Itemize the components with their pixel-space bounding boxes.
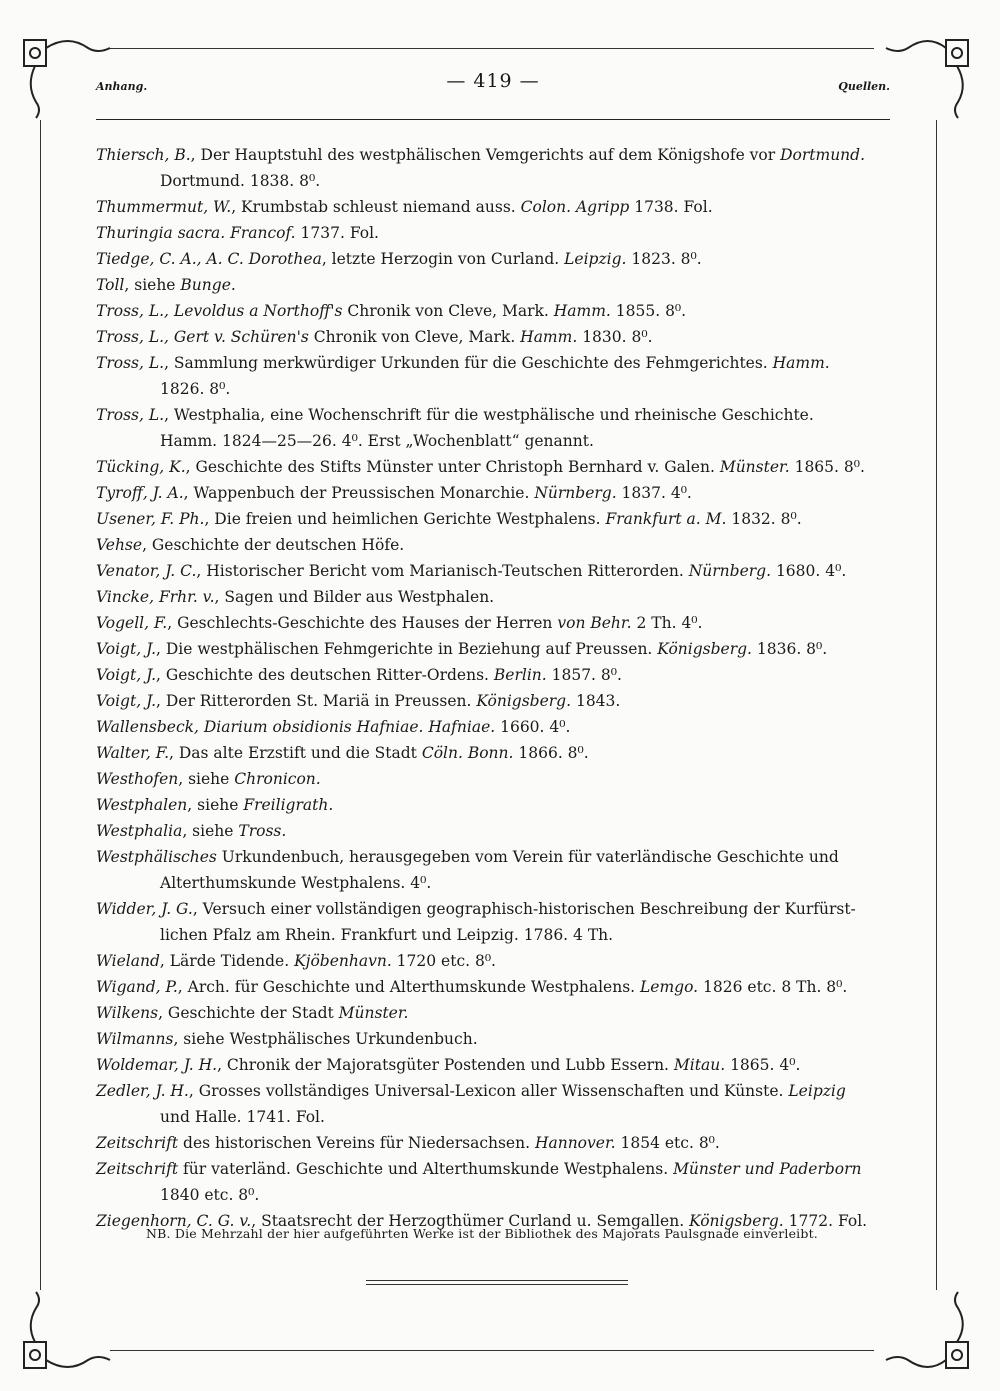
entry-continuation: Hamm. 1824—25—26. 4⁰. Erst „Wochenblatt“ genannt.: [160, 432, 594, 450]
bibliography-entry: [96, 766, 890, 792]
bibliography-entry: [96, 1052, 890, 1078]
entry-place: Nürnberg.: [534, 484, 617, 502]
entry-imprint: 1660. 4⁰.: [495, 718, 571, 736]
entry-place: Nürnberg.: [688, 562, 772, 580]
bibliography-entry: [96, 714, 890, 740]
entry-imprint: 1865. 8⁰.: [789, 458, 865, 476]
entry-title: , Grosses vollständiges Universal-Lexicon aller Wissenschaften und Künste.: [188, 1082, 789, 1100]
entry-title: für vaterländ. Geschichte und Alterthumskunde Westphalens.: [178, 1160, 674, 1178]
entry-author: Westhofen: [96, 770, 179, 788]
entry-title: , Geschichte der Stadt: [158, 1004, 339, 1022]
entry-imprint: 2 Th. 4⁰.: [631, 614, 703, 632]
entry-continuation: Dortmund. 1838. 8⁰.: [160, 172, 321, 190]
page-header: [96, 70, 890, 100]
entry-place: Cöln. Bonn.: [421, 744, 514, 762]
entry-title: Urkundenbuch, herausgegeben vom Verein für vaterländische Geschichte und: [216, 848, 839, 866]
bibliography-entry: [96, 532, 890, 558]
entry-place: Tross.: [238, 822, 287, 840]
bibliography-entry: [96, 662, 890, 688]
entry-place: Berlin.: [493, 666, 547, 684]
bibliography-entry: [96, 1026, 890, 1052]
entry-imprint: 1857. 8⁰.: [546, 666, 622, 684]
entry-author: Thummermut, W.: [96, 198, 232, 216]
entry-continuation: und Halle. 1741. Fol.: [160, 1108, 325, 1126]
entry-title: , Geschichte der deutschen Höfe.: [142, 536, 405, 554]
entry-place: Leipzig: [788, 1082, 846, 1100]
entry-place: Lemgo.: [640, 978, 699, 996]
bibliography-entry: [96, 688, 890, 714]
entry-place: Francof.: [230, 224, 296, 242]
entry-continuation: 1826. 8⁰.: [160, 380, 231, 398]
entry-author: Walter, F.: [96, 744, 170, 762]
entry-title: , siehe: [178, 770, 235, 788]
entry-title: , Die freien und heimlichen Gerichte Westphalens.: [204, 510, 606, 528]
entry-author: Wieland: [96, 952, 160, 970]
entry-imprint: 1823. 8⁰.: [626, 250, 702, 268]
entry-title: , siehe: [182, 822, 239, 840]
entry-author: Ziegenhorn, C. G. v.: [96, 1212, 252, 1230]
bibliography-entry: [96, 792, 890, 818]
entry-author: Voigt, J.: [96, 640, 157, 658]
bibliography-entry: [96, 974, 890, 1000]
entry-place: Hamm.: [553, 302, 611, 320]
bibliography-entry: [96, 272, 890, 298]
entry-author: Tross, L., Gert v. Schüren's: [96, 328, 309, 346]
entry-author: Voigt, J.: [96, 692, 157, 710]
frame-left-line: [40, 120, 41, 1290]
entry-author: Usener, F. Ph.: [96, 510, 205, 528]
entry-title: Chronik von Cleve, Mark.: [342, 302, 554, 320]
entry-place: Münster.: [338, 1004, 409, 1022]
entry-place: Frankfurt a. M.: [605, 510, 727, 528]
entry-title: , Krumbstab schleust niemand auss.: [231, 198, 521, 216]
entry-title: , Sagen und Bilder aus Westphalen.: [214, 588, 495, 606]
entry-imprint: 1826 etc. 8 Th. 8⁰.: [698, 978, 848, 996]
entry-title: , Geschichte des deutschen Ritter-Ordens.: [156, 666, 494, 684]
entry-place: Kjöbenhavn.: [294, 952, 392, 970]
entry-title: , Historischer Bericht vom Marianisch-Teutschen Ritterorden.: [196, 562, 689, 580]
entry-imprint: 1843.: [571, 692, 621, 710]
entry-continuation: 1840 etc. 8⁰.: [160, 1186, 260, 1204]
entry-author: Wilmanns: [96, 1030, 174, 1048]
entry-place: von Behr.: [557, 614, 632, 632]
bibliography-entry: [96, 818, 890, 844]
entry-title: , Das alte Erzstift und die Stadt: [169, 744, 422, 762]
header-right-label: Quellen.: [838, 80, 890, 93]
entry-title: , Versuch einer vollständigen geographisch-historischen Beschreibung der Kurfürst-: [192, 900, 856, 918]
entry-imprint: 1836. 8⁰.: [751, 640, 828, 658]
entry-author: Venator, J. C.: [96, 562, 197, 580]
bibliography-list: [96, 142, 890, 1234]
entry-author: Zeitschrift: [96, 1160, 179, 1178]
bibliography-entry: [96, 948, 890, 974]
bibliography-entry: [96, 480, 890, 506]
entry-author: Vehse: [96, 536, 143, 554]
entry-title: , siehe: [124, 276, 181, 294]
entry-author: Tross, L.: [96, 406, 165, 424]
entry-title: , siehe Westphälisches Urkundenbuch.: [173, 1030, 478, 1048]
entry-place: Hamm.: [772, 354, 830, 372]
entry-imprint: 1830. 8⁰.: [577, 328, 653, 346]
entry-title: , letzte Herzogin von Curland.: [321, 250, 565, 268]
entry-author: Voigt, J.: [96, 666, 157, 684]
bibliography-entry: [96, 1130, 890, 1156]
entry-continuation: lichen Pfalz am Rhein. Frankfurt und Leipzig. 1786. 4 Th.: [160, 926, 614, 944]
entry-author: Thuringia sacra.: [96, 224, 226, 242]
entry-title: , Chronik der Majoratsgüter Postenden und Lubb Essern.: [217, 1056, 674, 1074]
entry-author: Tiedge, C. A., A. C. Dorothea: [96, 250, 322, 268]
entry-author: Toll: [96, 276, 125, 294]
bottom-rule-2: [366, 1284, 628, 1285]
entry-place: Münster.: [719, 458, 790, 476]
entry-author: Wallensbeck, Diarium obsidionis Hafniae.: [96, 718, 424, 736]
bibliography-entry: [96, 1000, 890, 1026]
bibliography-entry: [96, 298, 890, 324]
frame-top-line: [110, 48, 874, 49]
bibliography-entry: [96, 1078, 890, 1130]
bibliography-entry: [96, 558, 890, 584]
corner-ornament-bottom-left: [18, 1290, 118, 1380]
bibliography-entry: [96, 636, 890, 662]
entry-title: , Die westphälischen Fehmgerichte in Beziehung auf Preussen.: [156, 640, 658, 658]
header-rule: [96, 119, 890, 120]
entry-place: Colon. Agripp: [520, 198, 630, 216]
bibliography-entry: [96, 324, 890, 350]
bibliography-entry: [96, 844, 890, 896]
entry-title: , Der Hauptstuhl des westphälischen Vemgerichts auf dem Königshofe vor: [190, 146, 781, 164]
bibliography-entry: [96, 610, 890, 636]
bibliography-entry: [96, 246, 890, 272]
entry-title: , Westphalia, eine Wochenschrift für die westphälische und rheinische Geschichte.: [164, 406, 814, 424]
entry-place: Hafniae.: [428, 718, 496, 736]
entry-author: Widder, J. G.: [96, 900, 193, 918]
entry-author: Wilkens: [96, 1004, 159, 1022]
entry-imprint: 1772. Fol.: [783, 1212, 868, 1230]
header-left-label: Anhang.: [96, 80, 148, 93]
entry-author: Westphälisches: [96, 848, 217, 866]
bibliography-entry: [96, 896, 890, 948]
entry-title: Chronik von Cleve, Mark.: [308, 328, 521, 346]
bibliography-entry: [96, 142, 890, 194]
entry-author: Vogell, F.: [96, 614, 168, 632]
bibliography-entry: [96, 506, 890, 532]
entry-place: Hamm.: [520, 328, 578, 346]
entry-author: Woldemar, J. H.: [96, 1056, 218, 1074]
entry-imprint: 1854 etc. 8⁰.: [615, 1134, 720, 1152]
entry-author: Wigand, P.: [96, 978, 178, 996]
entry-imprint: 1866. 8⁰.: [513, 744, 589, 762]
entry-author: Vincke, Frhr. v.: [96, 588, 215, 606]
entry-imprint: 1680. 4⁰.: [771, 562, 847, 580]
footnote-nb: NB. Die Mehrzahl der hier aufgeführten Werke ist der Bibliothek des Majorats Paulsgnade einverleibt.: [146, 1226, 818, 1241]
bibliography-entry: [96, 740, 890, 766]
entry-place: Münster und Paderborn: [673, 1160, 862, 1178]
entry-imprint: 1832. 8⁰.: [726, 510, 802, 528]
frame-bottom-line: [110, 1350, 874, 1351]
entry-author: Tross, L., Levoldus a Northoff's: [96, 302, 343, 320]
entry-author: Tross, L.: [96, 354, 165, 372]
entry-author: Westphalia: [96, 822, 183, 840]
bibliography-entry: [96, 1156, 890, 1208]
entry-imprint: 1865. 4⁰.: [725, 1056, 801, 1074]
entry-imprint: 1738. Fol.: [629, 198, 713, 216]
bibliography-entry: [96, 220, 890, 246]
entry-title: , siehe: [187, 796, 244, 814]
entry-author: Tyroff, J. A.: [96, 484, 184, 502]
bibliography-entry: [96, 350, 890, 402]
entry-author: Westphalen: [96, 796, 188, 814]
corner-ornament-bottom-right: [880, 1290, 980, 1380]
entry-title: , Der Ritterorden St. Mariä in Preussen.: [156, 692, 477, 710]
entry-place: Hannover.: [534, 1134, 616, 1152]
bibliography-entry: [96, 194, 890, 220]
entry-imprint: 1855. 8⁰.: [610, 302, 687, 320]
entry-place: Chronicon.: [234, 770, 321, 788]
entry-imprint: 1837. 4⁰.: [616, 484, 692, 502]
entry-title: , Arch. für Geschichte und Alterthumskunde Westphalens.: [177, 978, 641, 996]
corner-ornament-top-right: [880, 30, 980, 120]
entry-title: , Sammlung merkwürdiger Urkunden für die Geschichte des Fehmgerichtes.: [164, 354, 773, 372]
entry-place: Dortmund.: [780, 146, 866, 164]
entry-place: Königsberg.: [657, 640, 752, 658]
entry-imprint: 1720 etc. 8⁰.: [391, 952, 496, 970]
entry-continuation: Alterthumskunde Westphalens. 4⁰.: [160, 874, 432, 892]
entry-author: Zeitschrift: [96, 1134, 179, 1152]
entry-author: Zedler, J. H.: [96, 1082, 189, 1100]
entry-title: , Geschichte des Stifts Münster unter Christoph Bernhard v. Galen.: [185, 458, 720, 476]
entry-place: Bunge.: [180, 276, 236, 294]
bottom-rule-1: [366, 1280, 628, 1281]
page-number: — 419 —: [446, 70, 540, 92]
entry-author: Tücking, K.: [96, 458, 186, 476]
entry-title: , Lärde Tidende.: [159, 952, 295, 970]
entry-author: Thiersch, B.: [96, 146, 191, 164]
entry-place: Königsberg.: [476, 692, 572, 710]
entry-imprint: 1737. Fol.: [295, 224, 379, 242]
bibliography-entry: [96, 402, 890, 454]
bibliography-entry: [96, 454, 890, 480]
entry-place: Leipzig.: [564, 250, 627, 268]
entry-title: , Geschlechts-Geschichte des Hauses der Herren: [167, 614, 558, 632]
bibliography-entry: [96, 584, 890, 610]
entry-place: Freiligrath.: [243, 796, 334, 814]
entry-title: des historischen Vereins für Niedersachsen.: [178, 1134, 535, 1152]
entry-place: Königsberg.: [689, 1212, 784, 1230]
entry-place: Mitau.: [673, 1056, 726, 1074]
frame-right-line: [936, 120, 937, 1290]
entry-title: , Staatsrecht der Herzogthümer Curland u. Semgallen.: [251, 1212, 690, 1230]
entry-title: , Wappenbuch der Preussischen Monarchie.: [183, 484, 535, 502]
